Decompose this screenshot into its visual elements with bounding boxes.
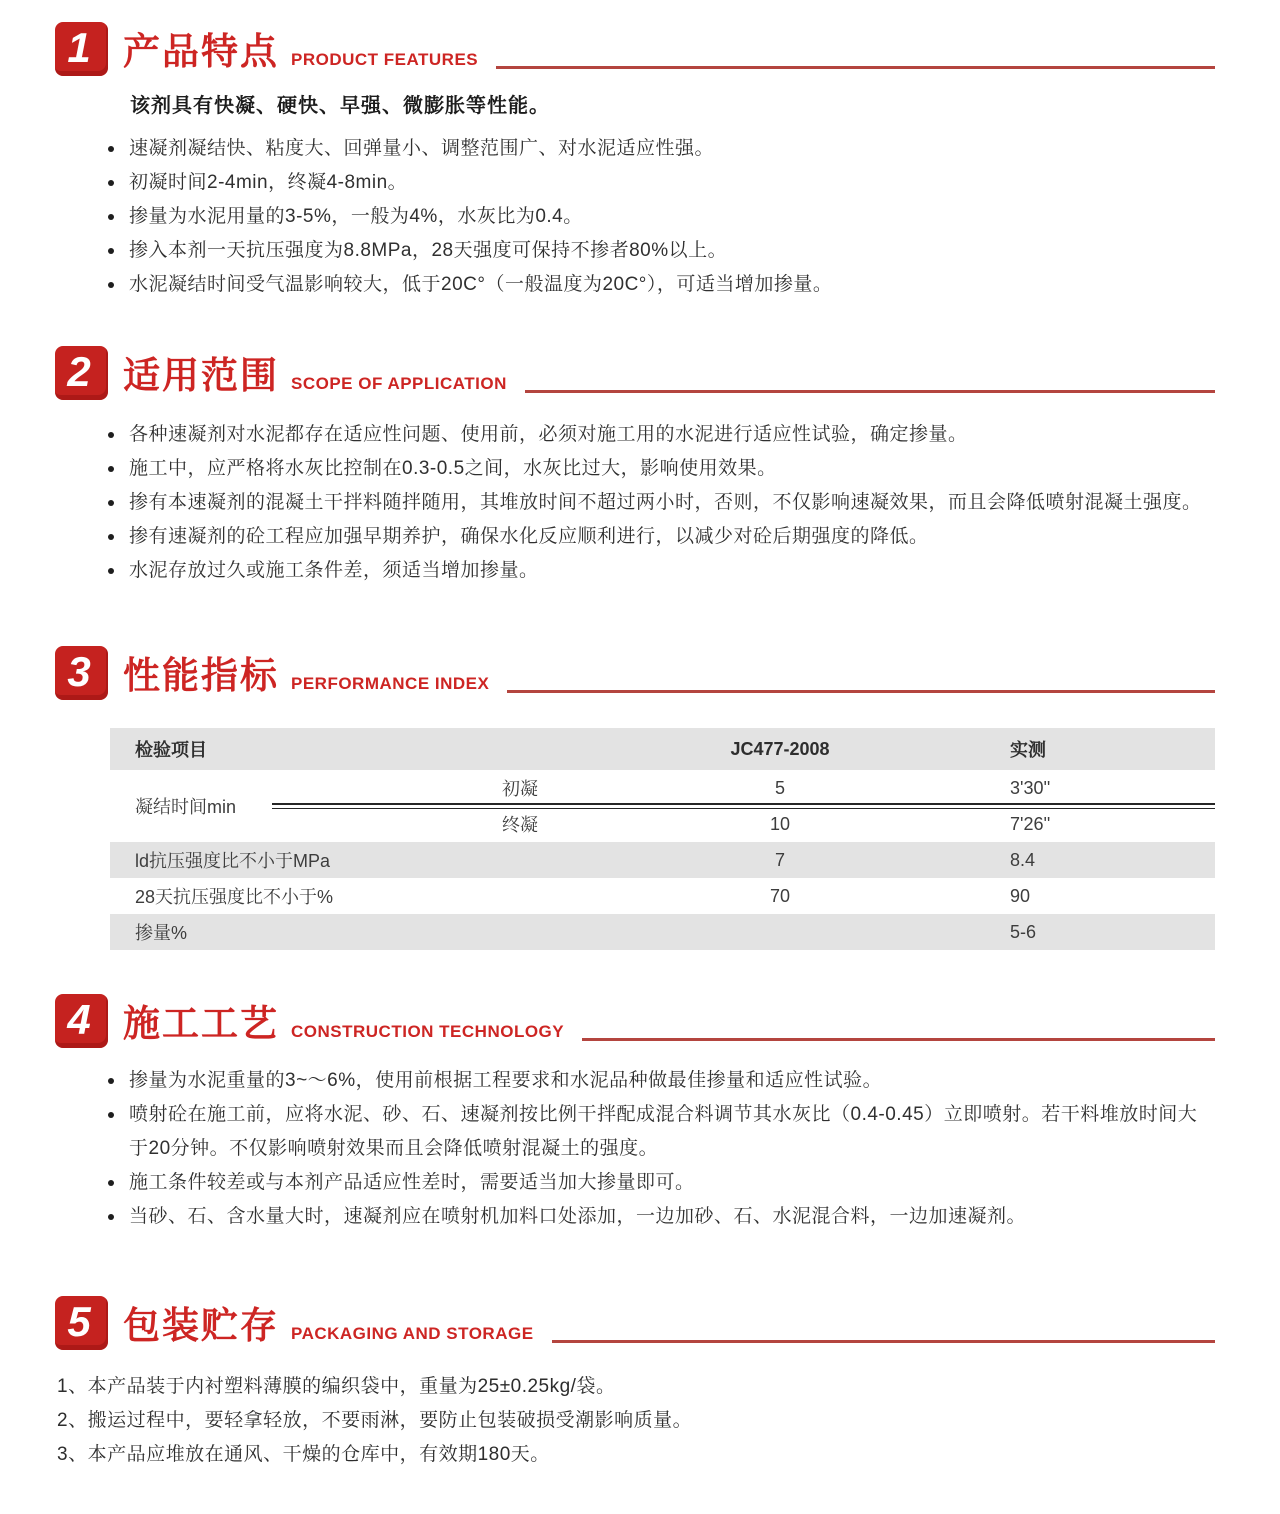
bullet-text: 当砂、石、含水量大时，速凝剂应在喷射机加料口处添加，一边加砂、石、水泥混合料，一边加速凝剂。 [129, 1206, 1027, 1227]
section-4-bullet-list [105, 1064, 1215, 1234]
header-rule [552, 1340, 1215, 1343]
bullet-dot [108, 282, 114, 288]
bullet-text: 速凝剂凝结快、粘度大、回弹量小、调整范围广、对水泥适应性强。 [129, 138, 715, 159]
table-header-standard: JC477-2008 [730, 738, 830, 759]
table-row [110, 878, 1215, 914]
numbered-item: 2、搬运过程中，要轻拿轻放，不要雨淋，要防止包装破损受潮影响质量。 [57, 1410, 693, 1431]
table-cell-measured: 7'26'' [1010, 813, 1051, 834]
section-title-en: CONSTRUCTION TECHNOLOGY [291, 1022, 565, 1041]
bullet-dot [108, 1112, 114, 1118]
table-cell-sublabel: 初凝 [502, 779, 538, 799]
section-number-badge: 2 [55, 346, 108, 400]
bullet-text: 各种速凝剂对水泥都存在适应性问题、使用前，必须对施工用的水泥进行适应性试验，确定掺量。 [129, 424, 968, 445]
bullet-text: 掺入本剂一天抗压强度为8.8MPa，28天强度可保持不掺者80%以上。 [129, 240, 728, 261]
section-1-header [55, 22, 1215, 76]
section-product-features [55, 22, 1215, 302]
bullet-item [105, 520, 1215, 554]
bullet-text: 施工中，应严格将水灰比控制在0.3-0.5之间，水灰比过大，影响使用效果。 [129, 458, 777, 479]
table-cell-standard: 70 [769, 885, 791, 906]
numbered-item: 3、本产品应堆放在通风、干燥的仓库中，有效期180天。 [57, 1444, 550, 1465]
section-title-cn: 施工工艺 [123, 1003, 279, 1044]
table-header-measured: 实测 [1010, 740, 1046, 760]
table-cell-label: 凝结时间min [135, 797, 237, 817]
section-title-en: SCOPE OF APPLICATION [291, 374, 507, 393]
bullet-item [105, 1166, 1215, 1200]
bullet-dot [108, 1214, 114, 1220]
bullet-item [105, 554, 1215, 588]
numbered-item: 1、本产品装于内衬塑料薄膜的编织袋中，重量为25±0.25kg/袋。 [57, 1376, 616, 1397]
table-cell-label: 掺量% [135, 923, 188, 943]
bullet-item [105, 1098, 1215, 1166]
section-scope-of-application [55, 346, 1215, 588]
section-2-header [55, 346, 1215, 400]
section-packaging-and-storage [55, 1296, 1215, 1472]
table-row [110, 914, 1215, 950]
section-number-badge: 5 [55, 1296, 108, 1350]
section-5-titles [123, 1307, 534, 1350]
bullet-item [105, 268, 1215, 302]
section-number-badge: 4 [55, 994, 108, 1048]
table-header-row [110, 728, 1215, 770]
bullet-dot [108, 180, 114, 186]
bullet-text: 掺有速凝剂的砼工程应加强早期养护，确保水化反应顺利进行，以减少对砼后期强度的降低。 [129, 526, 929, 547]
setting-time-group-row [110, 770, 1215, 842]
section-number-badge: 3 [55, 646, 108, 700]
bullet-dot [108, 248, 114, 254]
header-rule [582, 1038, 1215, 1041]
bullet-dot [108, 1078, 114, 1084]
section-construction-technology [55, 994, 1215, 1234]
table-row [110, 842, 1215, 878]
table-cell-measured: 8.4 [1010, 849, 1036, 870]
section-2-titles [123, 357, 507, 400]
bullet-item [105, 452, 1215, 486]
section-title-en: PRODUCT FEATURES [291, 50, 479, 69]
section-title-en: PACKAGING AND STORAGE [291, 1324, 534, 1343]
bullet-item [105, 1200, 1215, 1234]
bullet-dot [108, 146, 114, 152]
table-cell-measured: 90 [1010, 885, 1031, 906]
table-cell-standard: 5 [774, 777, 785, 798]
bullet-text: 掺量为水泥重量的3~～6%，使用前根据工程要求和水泥品种做最佳掺量和适应性试验。 [129, 1070, 883, 1091]
section-title-cn: 适用范围 [123, 355, 279, 396]
bullet-text: 施工条件较差或与本剂产品适应性差时，需要适当加大掺量即可。 [129, 1172, 695, 1193]
section-number-badge: 1 [55, 22, 108, 76]
group-divider-line [272, 803, 1215, 809]
section-1-intro: 该剂具有快凝、硬快、早强、微膨胀等性能。 [130, 95, 550, 117]
bullet-item [105, 1064, 1215, 1098]
bullet-item [105, 486, 1215, 520]
table-header-item: 检验项目 [135, 740, 207, 760]
bullet-text: 水泥凝结时间受气温影响较大，低于20C°（一般温度为20C°），可适当增加掺量。 [129, 274, 833, 295]
bullet-text: 喷射砼在施工前，应将水泥、砂、石、速凝剂按比例干拌配成混合料调节其水灰比（0.4-0.45）立即喷射。若干料堆放时间大于20分钟。不仅影响喷射效果而且会降低喷射混凝土的强度。 [129, 1104, 1198, 1159]
table-cell-label: 28天抗压强度比不小于% [135, 887, 334, 907]
section-performance-index [55, 646, 1215, 950]
header-rule [525, 390, 1215, 393]
bullet-text: 掺量为水泥用量的3-5%，一般为4%，水灰比为0.4。 [129, 206, 583, 227]
bullet-dot [108, 214, 114, 220]
bullet-dot [108, 500, 114, 506]
section-title-en: PERFORMANCE INDEX [291, 674, 490, 693]
header-rule [507, 690, 1215, 693]
bullet-item [105, 234, 1215, 268]
header-rule [496, 66, 1215, 69]
section-5-header [55, 1296, 1215, 1350]
table-cell-measured: 3'30'' [1010, 777, 1051, 798]
bullet-item [105, 132, 1215, 166]
section-title-cn: 性能指标 [123, 655, 279, 696]
table-cell-sublabel: 终凝 [502, 815, 538, 835]
section-title-cn: 包装贮存 [123, 1305, 279, 1346]
bullet-item [105, 166, 1215, 200]
table-cell-standard: 10 [769, 813, 791, 834]
bullet-item [105, 200, 1215, 234]
table-cell-measured: 5-6 [1010, 921, 1037, 942]
section-4-header [55, 994, 1215, 1048]
bullet-dot [108, 432, 114, 438]
bullet-text: 水泥存放过久或施工条件差，须适当增加掺量。 [129, 560, 539, 581]
section-4-titles [123, 1005, 564, 1048]
table-cell-label: ld抗压强度比不小于MPa [135, 851, 331, 871]
section-title-cn: 产品特点 [123, 31, 279, 72]
section-5-numbered-list [57, 1370, 1215, 1472]
bullet-text: 掺有本速凝剂的混凝土干拌料随拌随用，其堆放时间不超过两小时，否则，不仅影响速凝效果，而且会降低喷射混凝土强度。 [129, 492, 1202, 513]
bullet-dot [108, 534, 114, 540]
section-3-header [55, 646, 1215, 700]
performance-table [110, 728, 1215, 950]
bullet-dot [108, 466, 114, 472]
bullet-item [105, 418, 1215, 452]
section-3-titles [123, 657, 489, 700]
section-1-bullet-list [105, 132, 1215, 302]
bullet-dot [108, 1180, 114, 1186]
section-2-bullet-list [105, 418, 1215, 588]
bullet-text: 初凝时间2-4min，终凝4-8min。 [129, 172, 408, 193]
table-cell-standard: 7 [774, 849, 785, 870]
bullet-dot [108, 568, 114, 574]
section-1-titles [123, 33, 478, 76]
